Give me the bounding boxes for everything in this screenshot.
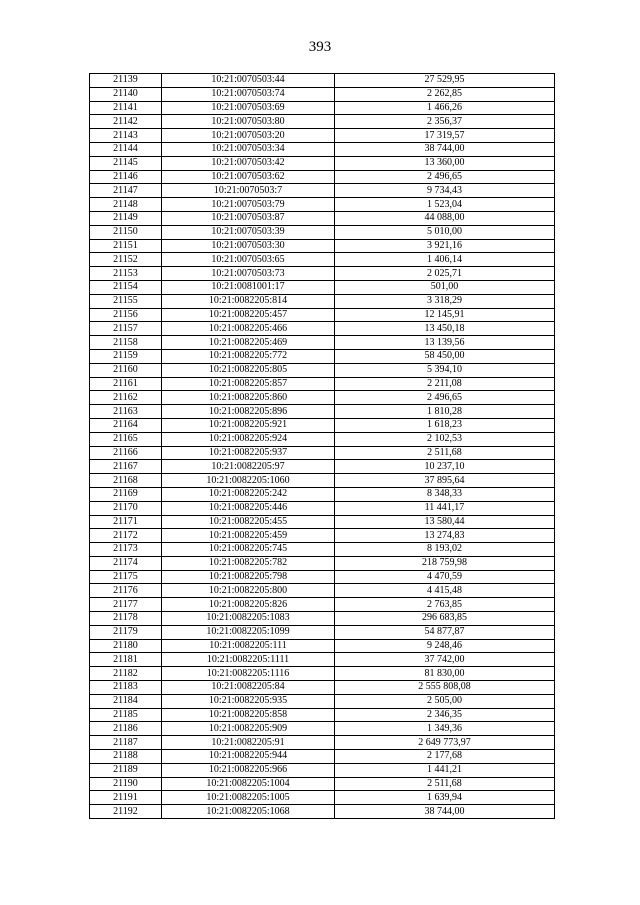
value-cell: 38 744,00 xyxy=(335,142,555,156)
row-number-cell: 21146 xyxy=(90,170,162,184)
row-number-cell: 21141 xyxy=(90,101,162,115)
cadastral-number-cell: 10:21:0082205:935 xyxy=(162,694,335,708)
table-row xyxy=(90,694,555,708)
table-row xyxy=(90,543,555,557)
cadastral-number-cell: 10:21:0070503:39 xyxy=(162,225,335,239)
value-cell: 8 193,02 xyxy=(335,543,555,557)
row-number-cell: 21151 xyxy=(90,239,162,253)
value-cell: 13 360,00 xyxy=(335,156,555,170)
cadastral-number-cell: 10:21:0070503:65 xyxy=(162,253,335,267)
row-number-cell: 21155 xyxy=(90,294,162,308)
table-row xyxy=(90,74,555,88)
table-row xyxy=(90,487,555,501)
value-cell: 13 580,44 xyxy=(335,515,555,529)
table-row xyxy=(90,363,555,377)
value-cell: 9 734,43 xyxy=(335,184,555,198)
table-row xyxy=(90,294,555,308)
value-cell: 2 177,68 xyxy=(335,750,555,764)
row-number-cell: 21177 xyxy=(90,598,162,612)
row-number-cell: 21166 xyxy=(90,446,162,460)
row-number-cell: 21171 xyxy=(90,515,162,529)
value-cell: 54 877,87 xyxy=(335,625,555,639)
cadastral-number-cell: 10:21:0070503:69 xyxy=(162,101,335,115)
row-number-cell: 21158 xyxy=(90,336,162,350)
value-cell: 13 450,18 xyxy=(335,322,555,336)
table-row xyxy=(90,639,555,653)
cadastral-number-cell: 10:21:0082205:459 xyxy=(162,529,335,543)
cadastral-number-cell: 10:21:0070503:44 xyxy=(162,74,335,88)
row-number-cell: 21165 xyxy=(90,432,162,446)
cadastral-number-cell: 10:21:0082205:857 xyxy=(162,377,335,391)
registry-table-body xyxy=(90,74,555,819)
row-number-cell: 21173 xyxy=(90,543,162,557)
value-cell: 10 237,10 xyxy=(335,460,555,474)
cadastral-number-cell: 10:21:0082205:745 xyxy=(162,543,335,557)
cadastral-number-cell: 10:21:0082205:937 xyxy=(162,446,335,460)
row-number-cell: 21150 xyxy=(90,225,162,239)
row-number-cell: 21189 xyxy=(90,763,162,777)
row-number-cell: 21159 xyxy=(90,349,162,363)
cadastral-number-cell: 10:21:0070503:42 xyxy=(162,156,335,170)
value-cell: 5 010,00 xyxy=(335,225,555,239)
value-cell: 218 759,98 xyxy=(335,556,555,570)
table-row xyxy=(90,308,555,322)
table-row xyxy=(90,170,555,184)
row-number-cell: 21190 xyxy=(90,777,162,791)
table-row xyxy=(90,598,555,612)
value-cell: 3 318,29 xyxy=(335,294,555,308)
row-number-cell: 21179 xyxy=(90,625,162,639)
cadastral-number-cell: 10:21:0081001:17 xyxy=(162,280,335,294)
value-cell: 1 349,36 xyxy=(335,722,555,736)
cadastral-number-cell: 10:21:0082205:814 xyxy=(162,294,335,308)
table-row xyxy=(90,667,555,681)
cadastral-number-cell: 10:21:0082205:860 xyxy=(162,391,335,405)
row-number-cell: 21139 xyxy=(90,74,162,88)
row-number-cell: 21144 xyxy=(90,142,162,156)
table-row xyxy=(90,156,555,170)
cadastral-number-cell: 10:21:0082205:84 xyxy=(162,681,335,695)
value-cell: 4 470,59 xyxy=(335,570,555,584)
table-row xyxy=(90,225,555,239)
value-cell: 58 450,00 xyxy=(335,349,555,363)
value-cell: 1 406,14 xyxy=(335,253,555,267)
cadastral-number-cell: 10:21:0082205:944 xyxy=(162,750,335,764)
row-number-cell: 21176 xyxy=(90,584,162,598)
value-cell: 3 921,16 xyxy=(335,239,555,253)
table-row xyxy=(90,474,555,488)
value-cell: 44 088,00 xyxy=(335,211,555,225)
value-cell: 5 394,10 xyxy=(335,363,555,377)
cadastral-number-cell: 10:21:0082205:772 xyxy=(162,349,335,363)
cadastral-number-cell: 10:21:0082205:97 xyxy=(162,460,335,474)
value-cell: 8 348,33 xyxy=(335,487,555,501)
row-number-cell: 21174 xyxy=(90,556,162,570)
row-number-cell: 21181 xyxy=(90,653,162,667)
value-cell: 2 211,08 xyxy=(335,377,555,391)
row-number-cell: 21164 xyxy=(90,418,162,432)
row-number-cell: 21183 xyxy=(90,681,162,695)
value-cell: 2 102,53 xyxy=(335,432,555,446)
table-row xyxy=(90,198,555,212)
cadastral-number-cell: 10:21:0082205:798 xyxy=(162,570,335,584)
value-cell: 1 810,28 xyxy=(335,405,555,419)
row-number-cell: 21178 xyxy=(90,612,162,626)
row-number-cell: 21175 xyxy=(90,570,162,584)
value-cell: 37 742,00 xyxy=(335,653,555,667)
row-number-cell: 21192 xyxy=(90,805,162,819)
value-cell: 13 274,83 xyxy=(335,529,555,543)
cadastral-number-cell: 10:21:0082205:91 xyxy=(162,736,335,750)
cadastral-number-cell: 10:21:0082205:805 xyxy=(162,363,335,377)
table-row xyxy=(90,501,555,515)
table-row xyxy=(90,239,555,253)
cadastral-number-cell: 10:21:0082205:446 xyxy=(162,501,335,515)
cadastral-number-cell: 10:21:0082205:1111 xyxy=(162,653,335,667)
cadastral-number-cell: 10:21:0082205:782 xyxy=(162,556,335,570)
value-cell: 2 496,65 xyxy=(335,391,555,405)
cadastral-number-cell: 10:21:0082205:457 xyxy=(162,308,335,322)
value-cell: 2 649 773,97 xyxy=(335,736,555,750)
table-row xyxy=(90,184,555,198)
value-cell: 17 319,57 xyxy=(335,129,555,143)
row-number-cell: 21160 xyxy=(90,363,162,377)
value-cell: 1 466,26 xyxy=(335,101,555,115)
row-number-cell: 21172 xyxy=(90,529,162,543)
table-row xyxy=(90,142,555,156)
row-number-cell: 21191 xyxy=(90,791,162,805)
table-row xyxy=(90,87,555,101)
value-cell: 81 830,00 xyxy=(335,667,555,681)
table-row xyxy=(90,570,555,584)
page-number: 393 xyxy=(308,39,332,55)
table-row xyxy=(90,432,555,446)
cadastral-number-cell: 10:21:0082205:455 xyxy=(162,515,335,529)
row-number-cell: 21149 xyxy=(90,211,162,225)
cadastral-number-cell: 10:21:0082205:924 xyxy=(162,432,335,446)
cadastral-number-cell: 10:21:0082205:1099 xyxy=(162,625,335,639)
value-cell: 1 441,21 xyxy=(335,763,555,777)
cadastral-number-cell: 10:21:0070503:7 xyxy=(162,184,335,198)
cadastral-number-cell: 10:21:0082205:1004 xyxy=(162,777,335,791)
row-number-cell: 21188 xyxy=(90,750,162,764)
row-number-cell: 21162 xyxy=(90,391,162,405)
table-row xyxy=(90,625,555,639)
value-cell: 27 529,95 xyxy=(335,74,555,88)
cadastral-number-cell: 10:21:0082205:921 xyxy=(162,418,335,432)
value-cell: 2 505,00 xyxy=(335,694,555,708)
value-cell: 1 618,23 xyxy=(335,418,555,432)
table-row xyxy=(90,267,555,281)
cadastral-number-cell: 10:21:0082205:966 xyxy=(162,763,335,777)
table-row xyxy=(90,584,555,598)
row-number-cell: 21167 xyxy=(90,460,162,474)
value-cell: 38 744,00 xyxy=(335,805,555,819)
table-row xyxy=(90,349,555,363)
cadastral-number-cell: 10:21:0082205:111 xyxy=(162,639,335,653)
row-number-cell: 21140 xyxy=(90,87,162,101)
value-cell: 2 511,68 xyxy=(335,446,555,460)
table-row xyxy=(90,253,555,267)
row-number-cell: 21157 xyxy=(90,322,162,336)
row-number-cell: 21148 xyxy=(90,198,162,212)
cadastral-number-cell: 10:21:0082205:1083 xyxy=(162,612,335,626)
value-cell: 2 496,65 xyxy=(335,170,555,184)
row-number-cell: 21142 xyxy=(90,115,162,129)
table-row xyxy=(90,791,555,805)
table-row xyxy=(90,708,555,722)
value-cell: 296 683,85 xyxy=(335,612,555,626)
row-number-cell: 21184 xyxy=(90,694,162,708)
cadastral-number-cell: 10:21:0082205:826 xyxy=(162,598,335,612)
table-row xyxy=(90,446,555,460)
table-row xyxy=(90,460,555,474)
value-cell: 4 415,48 xyxy=(335,584,555,598)
table-row xyxy=(90,722,555,736)
table-row xyxy=(90,777,555,791)
cadastral-number-cell: 10:21:0070503:73 xyxy=(162,267,335,281)
cadastral-number-cell: 10:21:0082205:1116 xyxy=(162,667,335,681)
cadastral-number-cell: 10:21:0082205:1005 xyxy=(162,791,335,805)
row-number-cell: 21156 xyxy=(90,308,162,322)
table-row xyxy=(90,211,555,225)
cadastral-number-cell: 10:21:0070503:80 xyxy=(162,115,335,129)
table-row xyxy=(90,763,555,777)
row-number-cell: 21147 xyxy=(90,184,162,198)
row-number-cell: 21161 xyxy=(90,377,162,391)
table-row xyxy=(90,129,555,143)
value-cell: 2 346,35 xyxy=(335,708,555,722)
table-row xyxy=(90,280,555,294)
table-row xyxy=(90,101,555,115)
cadastral-number-cell: 10:21:0082205:242 xyxy=(162,487,335,501)
cadastral-number-cell: 10:21:0070503:62 xyxy=(162,170,335,184)
row-number-cell: 21170 xyxy=(90,501,162,515)
table-row xyxy=(90,653,555,667)
cadastral-number-cell: 10:21:0070503:30 xyxy=(162,239,335,253)
table-row xyxy=(90,405,555,419)
value-cell: 2 025,71 xyxy=(335,267,555,281)
row-number-cell: 21153 xyxy=(90,267,162,281)
row-number-cell: 21143 xyxy=(90,129,162,143)
value-cell: 1 523,04 xyxy=(335,198,555,212)
row-number-cell: 21185 xyxy=(90,708,162,722)
value-cell: 2 511,68 xyxy=(335,777,555,791)
value-cell: 501,00 xyxy=(335,280,555,294)
table-row xyxy=(90,529,555,543)
value-cell: 11 441,17 xyxy=(335,501,555,515)
table-row xyxy=(90,418,555,432)
table-row xyxy=(90,736,555,750)
cadastral-number-cell: 10:21:0082205:1060 xyxy=(162,474,335,488)
table-row xyxy=(90,681,555,695)
value-cell: 37 895,64 xyxy=(335,474,555,488)
table-row xyxy=(90,750,555,764)
value-cell: 2 763,85 xyxy=(335,598,555,612)
cadastral-number-cell: 10:21:0082205:800 xyxy=(162,584,335,598)
row-number-cell: 21182 xyxy=(90,667,162,681)
table-row xyxy=(90,115,555,129)
row-number-cell: 21163 xyxy=(90,405,162,419)
row-number-cell: 21169 xyxy=(90,487,162,501)
cadastral-number-cell: 10:21:0070503:79 xyxy=(162,198,335,212)
table-row xyxy=(90,556,555,570)
table-row xyxy=(90,391,555,405)
cadastral-number-cell: 10:21:0082205:469 xyxy=(162,336,335,350)
row-number-cell: 21187 xyxy=(90,736,162,750)
row-number-cell: 21168 xyxy=(90,474,162,488)
cadastral-number-cell: 10:21:0070503:74 xyxy=(162,87,335,101)
value-cell: 9 248,46 xyxy=(335,639,555,653)
row-number-cell: 21154 xyxy=(90,280,162,294)
table-row xyxy=(90,612,555,626)
registry-table xyxy=(89,73,555,819)
table-row xyxy=(90,322,555,336)
table-row xyxy=(90,515,555,529)
cadastral-number-cell: 10:21:0082205:858 xyxy=(162,708,335,722)
cadastral-number-cell: 10:21:0082205:466 xyxy=(162,322,335,336)
table-row xyxy=(90,377,555,391)
row-number-cell: 21186 xyxy=(90,722,162,736)
row-number-cell: 21180 xyxy=(90,639,162,653)
value-cell: 2 262,85 xyxy=(335,87,555,101)
cadastral-number-cell: 10:21:0070503:20 xyxy=(162,129,335,143)
cadastral-number-cell: 10:21:0070503:34 xyxy=(162,142,335,156)
value-cell: 1 639,94 xyxy=(335,791,555,805)
value-cell: 12 145,91 xyxy=(335,308,555,322)
value-cell: 2 555 808,08 xyxy=(335,681,555,695)
value-cell: 13 139,56 xyxy=(335,336,555,350)
cadastral-number-cell: 10:21:0070503:87 xyxy=(162,211,335,225)
cadastral-number-cell: 10:21:0082205:896 xyxy=(162,405,335,419)
row-number-cell: 21152 xyxy=(90,253,162,267)
row-number-cell: 21145 xyxy=(90,156,162,170)
cadastral-number-cell: 10:21:0082205:1068 xyxy=(162,805,335,819)
table-row xyxy=(90,805,555,819)
value-cell: 2 356,37 xyxy=(335,115,555,129)
table-row xyxy=(90,336,555,350)
cadastral-number-cell: 10:21:0082205:909 xyxy=(162,722,335,736)
